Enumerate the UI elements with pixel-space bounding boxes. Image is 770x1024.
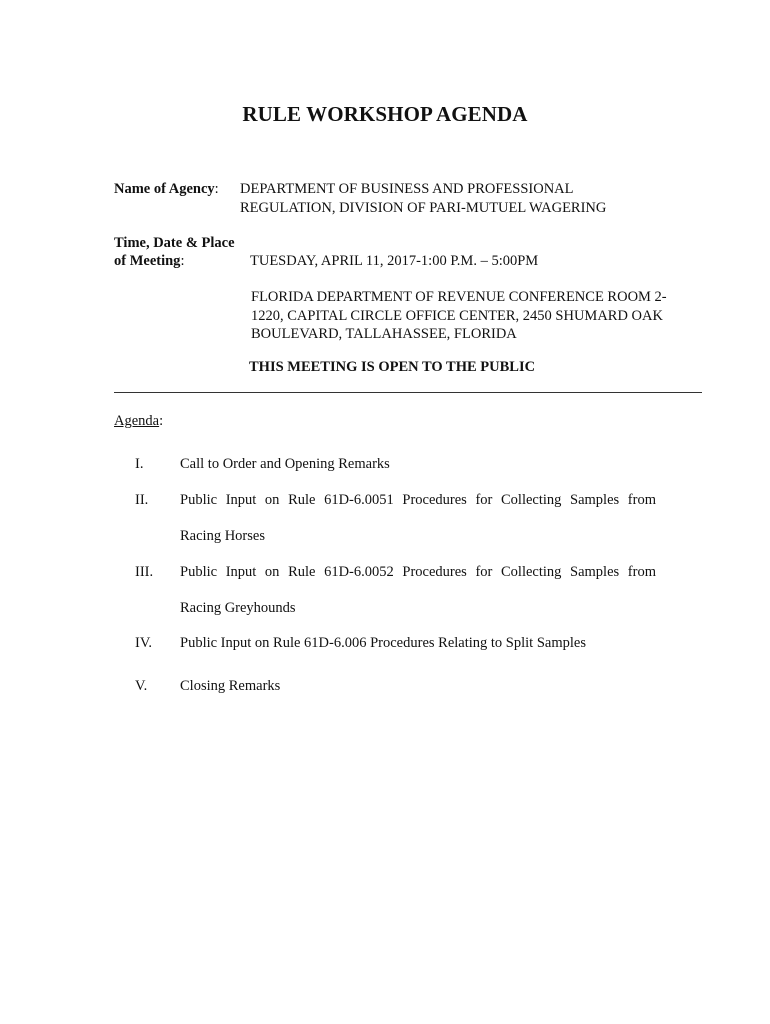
agenda-heading-colon: : xyxy=(159,413,164,429)
agenda-heading-text: Agenda xyxy=(114,413,160,429)
agenda-item-text xyxy=(180,482,656,554)
agenda-item-number: I. xyxy=(135,456,144,472)
meeting-label-line2: of Meeting xyxy=(114,253,181,269)
meeting-place-line3: BOULEVARD, TALLAHASSEE, FLORIDA xyxy=(251,326,517,342)
meeting-datetime: TUESDAY, APRIL 11, 2017-1:00 P.M. – 5:00PM xyxy=(250,253,539,269)
agenda-item-line1: Closing Remarks xyxy=(180,678,281,694)
meeting-label-colon: : xyxy=(180,253,185,269)
meeting-place-line1: FLORIDA DEPARTMENT OF REVENUE CONFERENCE ROOM 2- xyxy=(251,289,667,305)
agenda-item-text xyxy=(180,446,656,482)
agency-value-line1: DEPARTMENT OF BUSINESS AND PROFESSIONAL xyxy=(240,181,574,197)
meeting-label-line2-wrap xyxy=(114,252,235,270)
agenda-item-line2: Racing Horses xyxy=(180,528,265,544)
meeting-place xyxy=(251,288,701,344)
meeting-place-line2: 1220, CAPITAL CIRCLE OFFICE CENTER, 2450 SHUMARD OAK xyxy=(251,307,663,324)
meeting-label xyxy=(114,234,235,270)
horizontal-divider xyxy=(114,392,702,393)
agenda-item-number: II. xyxy=(135,492,149,508)
meeting-label-line1: Time, Date & Place xyxy=(114,235,235,251)
agenda-heading xyxy=(114,413,163,430)
agenda-item-text xyxy=(180,625,656,661)
agenda-item-line1: Public Input on Rule 61D-6.0052 Procedures for Collecting Samples from xyxy=(180,564,656,580)
agency-value xyxy=(240,180,670,217)
agenda-item-number: III. xyxy=(135,564,154,580)
agency-value-line2: REGULATION, DIVISION OF PARI-MUTUEL WAGERING xyxy=(240,199,607,216)
agenda-item-line1: Call to Order and Opening Remarks xyxy=(180,456,390,472)
agency-label-text: Name of Agency xyxy=(114,181,215,197)
agenda-item-text xyxy=(180,554,656,626)
agency-label-colon: : xyxy=(214,181,219,197)
agenda-item-text xyxy=(180,668,656,704)
public-notice: THIS MEETING IS OPEN TO THE PUBLIC xyxy=(249,359,536,375)
agenda-item-line1: Public Input on Rule 61D-6.0051 Procedures for Collecting Samples from xyxy=(180,492,656,508)
agenda-item-line2: Racing Greyhounds xyxy=(180,600,296,616)
agenda-item-number: IV. xyxy=(135,635,153,651)
agenda-item-number: V. xyxy=(135,678,148,694)
agenda-item-line1: Public Input on Rule 61D-6.006 Procedures Relating to Split Samples xyxy=(180,635,586,651)
agency-label xyxy=(114,180,219,198)
document-title: RULE WORKSHOP AGENDA xyxy=(242,102,528,126)
